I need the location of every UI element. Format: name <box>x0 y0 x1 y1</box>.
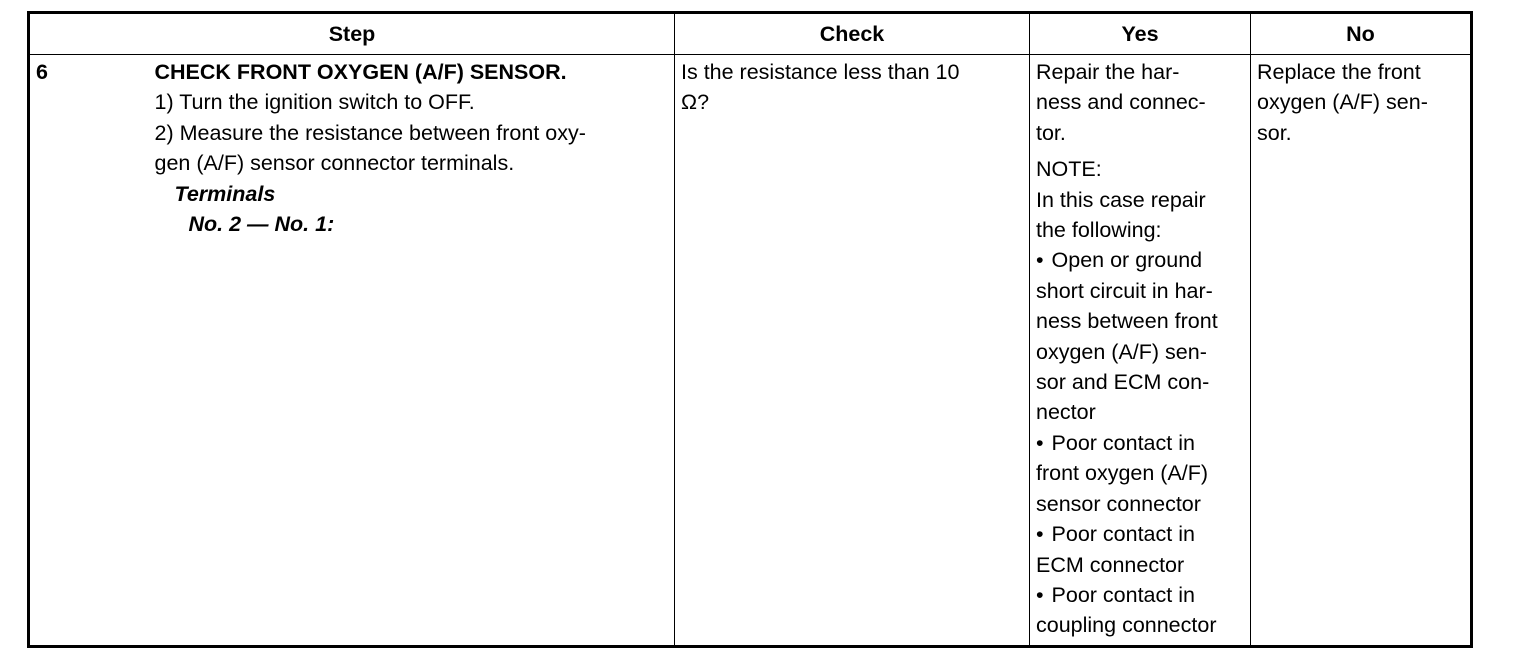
bullet-1-line-2: short circuit in har- <box>1036 278 1213 303</box>
header-step: Step <box>29 13 675 55</box>
bullet-1-line-3: ness between front <box>1036 309 1218 334</box>
bullet-3-line-1: • Poor contact in <box>1036 519 1246 549</box>
yes-cell <box>1030 55 1251 647</box>
bullet-4-line-1: • Poor contact in <box>1036 580 1246 610</box>
no-line-1: Replace the front <box>1257 60 1421 84</box>
header-yes: Yes <box>1030 13 1251 55</box>
bullet-1-line-1: • Open or ground <box>1036 245 1246 275</box>
terminals-value: No. 2 — No. 1: <box>188 212 335 237</box>
diagnostic-table <box>27 11 1473 648</box>
no-line-2: oxygen (A/F) sen- <box>1257 90 1428 115</box>
bullet-2-line-3: sensor connector <box>1036 491 1201 516</box>
bullet-1-line-6: nector <box>1036 400 1096 425</box>
step-number: 6 <box>29 55 149 647</box>
table-row <box>29 55 1472 647</box>
bullet-3-line-2: ECM connector <box>1036 552 1185 577</box>
step-line-1: 1) Turn the ignition switch to OFF. <box>154 90 475 115</box>
bullet-2-line-2: front oxygen (A/F) <box>1036 461 1209 486</box>
no-cell <box>1251 55 1472 647</box>
note-label: NOTE: <box>1036 157 1102 182</box>
yes-line-1: Repair the har- <box>1036 60 1180 84</box>
terminals-label: Terminals <box>174 181 276 206</box>
step-cell <box>149 55 675 647</box>
note-line-2: the following: <box>1036 218 1162 243</box>
bullet-2-line-1: • Poor contact in <box>1036 428 1246 458</box>
step-line-3: gen (A/F) sensor connector terminals. <box>154 151 515 176</box>
header-no: No <box>1251 13 1472 55</box>
check-line-1: Is the resistance less than 10 <box>681 60 960 84</box>
check-cell <box>675 55 1030 647</box>
yes-line-2: ness and connec- <box>1036 90 1206 115</box>
no-line-3: sor. <box>1257 120 1292 145</box>
header-row <box>29 13 1472 55</box>
check-line-2: Ω? <box>681 90 710 115</box>
yes-line-3: tor. <box>1036 120 1066 145</box>
bullet-4-line-2: coupling connector <box>1036 613 1217 638</box>
step-line-2: 2) Measure the resistance between front oxy- <box>154 120 586 145</box>
bullet-1-line-5: sor and ECM con- <box>1036 370 1210 395</box>
header-check: Check <box>675 13 1030 55</box>
step-title: CHECK FRONT OXYGEN (A/F) SENSOR. <box>154 60 567 84</box>
note-line-1: In this case repair <box>1036 187 1206 212</box>
bullet-1-line-4: oxygen (A/F) sen- <box>1036 339 1207 364</box>
